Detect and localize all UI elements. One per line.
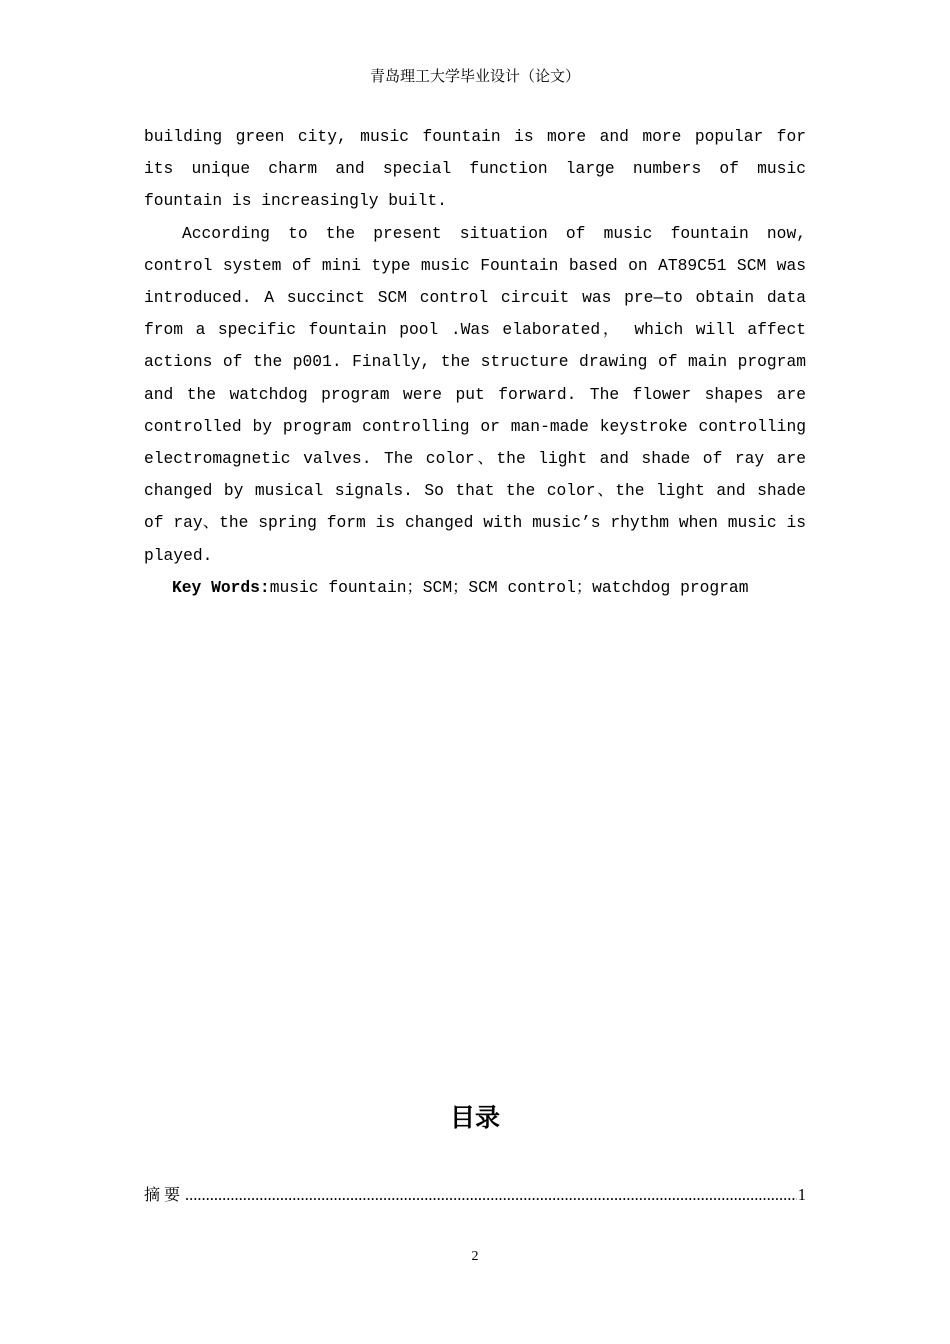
keywords-text: music fountain；SCM；SCM control；watchdog program (269, 577, 749, 597)
keywords-line (144, 572, 806, 604)
abstract-paragraph-2: According to the present situation of music fountain now, control system of mini type music Fountain based on AT89C51 SCM was introduced. A succinct SCM control circuit was pre—to obtain data from a specific fountain pool .Was elaborated， which will affect actions of the p001. Finally, the structure drawing of main program and the watchdog program were put forward. The flower shapes are controlled by program controlling or man-made keystroke controlling electromagnetic valves. The color、the light and shade of ray are changed by musical signals. So that the color、the light and shade of ray、the spring form is changed with music’s rhythm when music is played. (144, 223, 806, 565)
toc-entry-label: 摘要 (144, 1185, 185, 1204)
abstract-paragraph-1: building green city, music fountain is more and more popular for its unique charm and special function large numbers of music fountain is increasingly built. (144, 127, 806, 211)
toc-leader-dots (185, 1182, 797, 1208)
page-header (0, 66, 950, 86)
keywords-label: Key Words: (172, 577, 270, 597)
header-title: 青岛理工大学毕业设计（论文） (369, 67, 580, 85)
toc-title: 目录 (449, 1103, 500, 1132)
page-number: 2 (471, 1249, 479, 1264)
toc-entry-page: 1 (797, 1185, 806, 1204)
toc-entry[interactable] (144, 1182, 806, 1208)
abstract-body (144, 121, 806, 604)
